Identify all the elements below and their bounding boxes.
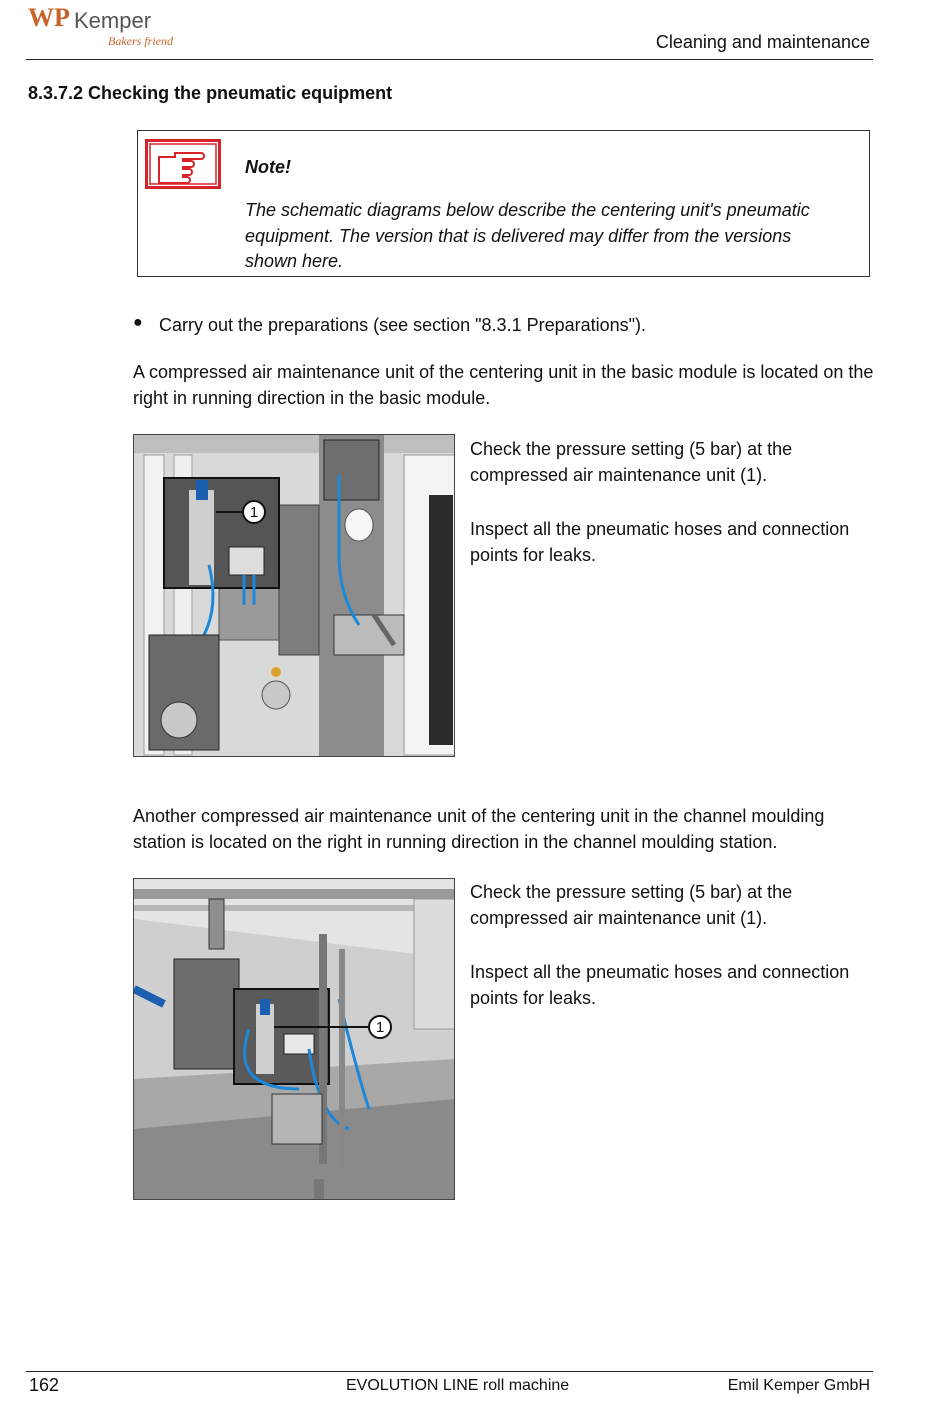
footer-product-name: EVOLUTION LINE roll machine [346, 1377, 570, 1394]
note-text: The schematic diagrams below describe the centering unit's pneumatic equipment. The version that is delivered may differ from the versions shown here. [245, 200, 810, 271]
note-heading: Note! [245, 157, 291, 177]
block2-step1: Check the pressure setting (5 bar) at the compressed air maintenance unit (1). [470, 882, 793, 928]
channel-moulding-illustration [134, 879, 455, 1200]
footer-divider [26, 1371, 873, 1372]
block1-intro: A compressed air maintenance unit of the centering unit in the basic module is located on the right in running direction in the basic module. [133, 362, 874, 408]
pointing-hand-icon [145, 139, 221, 189]
bullet-text: Carry out the preparations (see section "8.3.1 Preparations"). [159, 315, 647, 335]
block1-step2: Inspect all the pneumatic hoses and connection points for leaks. [470, 519, 850, 565]
bullet-symbol: ● [133, 314, 143, 331]
section-title: 8.3.7.2 Checking the pneumatic equipment [28, 83, 393, 103]
footer-company: Emil Kemper GmbH [727, 1377, 870, 1394]
logo-tagline: Bakers friend [108, 34, 173, 48]
logo-brand: Kemper [74, 8, 152, 33]
page-number: 162 [29, 1375, 60, 1395]
block2-step2: Inspect all the pneumatic hoses and connection points for leaks. [470, 962, 850, 1008]
kemper-logo [26, 0, 186, 56]
header-title: Cleaning and maintenance [655, 32, 870, 52]
basic-module-illustration [134, 435, 455, 757]
block1-step1: Check the pressure setting (5 bar) at the compressed air maintenance unit (1). [470, 439, 793, 485]
logo-monogram: WP [28, 3, 70, 32]
channel-moulding-photo [133, 878, 455, 1200]
basic-module-photo [133, 434, 455, 757]
block2-intro: Another compressed air maintenance unit of the centering unit in the channel moulding station is located on the right in running direction in the channel moulding station. [133, 806, 825, 852]
header-divider [26, 59, 873, 60]
callout-number: 1 [249, 504, 259, 521]
callout-number: 1 [375, 1019, 385, 1036]
